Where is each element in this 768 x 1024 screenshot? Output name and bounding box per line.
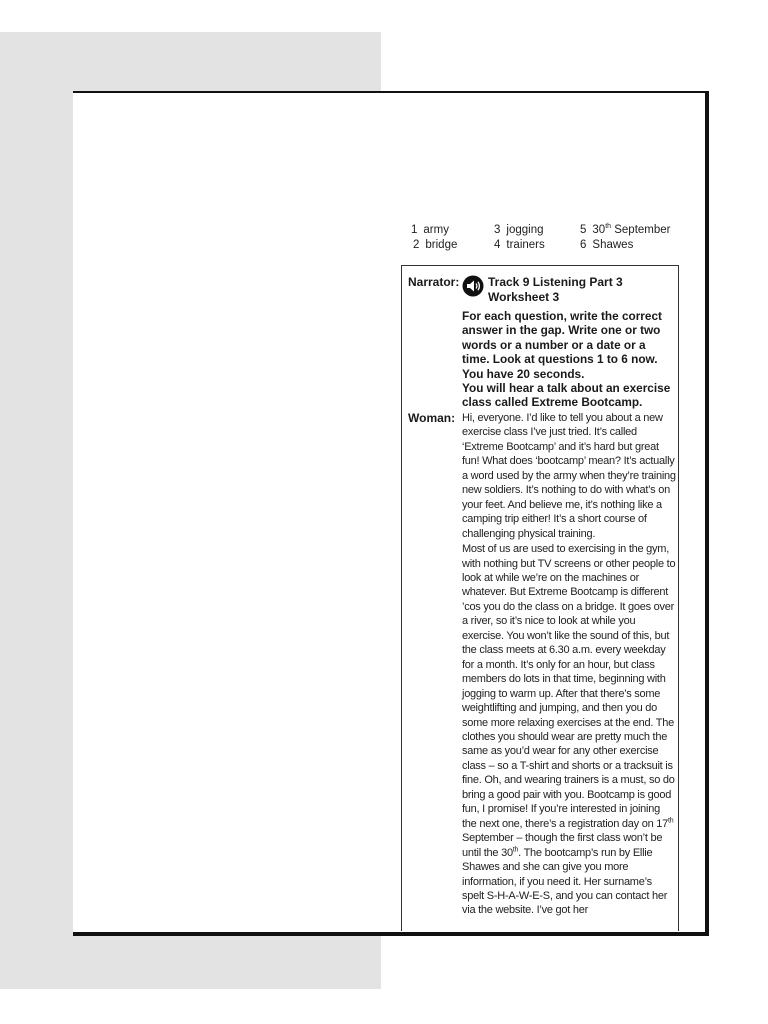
answer-item-4 (494, 238, 545, 253)
speech-paragraph: Hi, everyone. I’d like to tell you about a new exercise class I’ve just tried. It’s called ‘Extreme Bootcamp’ and it’s hard but great fun! What does ‘bootcamp’ mean? It’s actually a word used by the army when they’re training new soldiers. It’s nothing to do with what’s on your feet. And believe me, it’s nothing like a camping trip either! It’s a short course of challenging physical training. (462, 412, 676, 540)
narrator-label: Narrator: (408, 275, 460, 289)
answer-item-2 (413, 238, 457, 253)
woman-speech (462, 411, 676, 919)
instructions-paragraph: For each question, write the correct answer in the gap. Write one or two words or a number or a date or a time. Look at questions 1 to 6 now. You have 20 seconds. (462, 309, 662, 381)
answer-number: 3 (494, 224, 501, 236)
answer-item-3 (494, 223, 544, 238)
answer-number: 4 (494, 239, 501, 251)
track-title: Track 9 Listening Part 3 Worksheet 3 (488, 275, 623, 304)
audio-speaker-icon[interactable] (462, 275, 484, 297)
speech-paragraph (462, 542, 676, 918)
answer-number: 2 (413, 239, 420, 251)
answer-text: jogging (506, 224, 544, 236)
ordinal-suffix: th (512, 845, 519, 853)
answer-text: Shawes (592, 239, 634, 251)
answer-text: bridge (425, 239, 458, 251)
speech-text: . The bootcamp’s run by Ellie Shawes and she can give you more information, if you need it. Her surname’s spelt S-H-A-W-E-S, and you can contact her via the website. I’ve got her (462, 846, 668, 917)
answer-text-date: 30 (592, 224, 606, 236)
speech-text: Most of us are used to exercising in the gym, with nothing but TV screens or other people to look at while we’re on the machines or whatever. But Extreme Bootcamp is different ’cos you do the class on a bridge. It goes over a river, so it’s nice to look at while you exercise. You won’t like the sound of this, but the class meets at 6.30 a.m. every weekday for a month. It’s only for an hour, but class members do lots in that time, beginning with jogging to warm up. After that there’s some weightlifting and jumping, and then you do some more relaxing exercises at the end. The clothes you should wear are pretty much the same as you’d wear for any other exercise class – so a T-shirt and shorts or a tracksuit is fine. Oh, and wearing trainers is a must, so do bring a good pair with you. Bootcamp is good fun, I promise! If you’re interested in joining the next one, there’s a registration day on 17 (462, 543, 676, 830)
ordinal-suffix: th (605, 223, 612, 231)
instructions-paragraph: You will hear a talk about an exercise class called Extreme Bootcamp. (462, 381, 671, 410)
woman-label: Woman: (408, 411, 456, 425)
answer-text: trainers (506, 239, 545, 251)
answer-item-1 (411, 223, 449, 238)
ordinal-suffix: th (668, 817, 674, 825)
answer-number: 1 (411, 224, 418, 236)
speech-text: September – though the first class won’t be until the 30 (462, 832, 663, 859)
answer-item-6 (580, 238, 633, 253)
answer-number: 6 (580, 239, 587, 251)
answer-item-5 (580, 223, 671, 238)
answer-number: 5 (580, 224, 587, 236)
answer-text: army (423, 224, 449, 236)
transcript-box (401, 265, 679, 931)
answer-text-month: September (611, 224, 671, 236)
narrator-instructions (462, 309, 676, 410)
